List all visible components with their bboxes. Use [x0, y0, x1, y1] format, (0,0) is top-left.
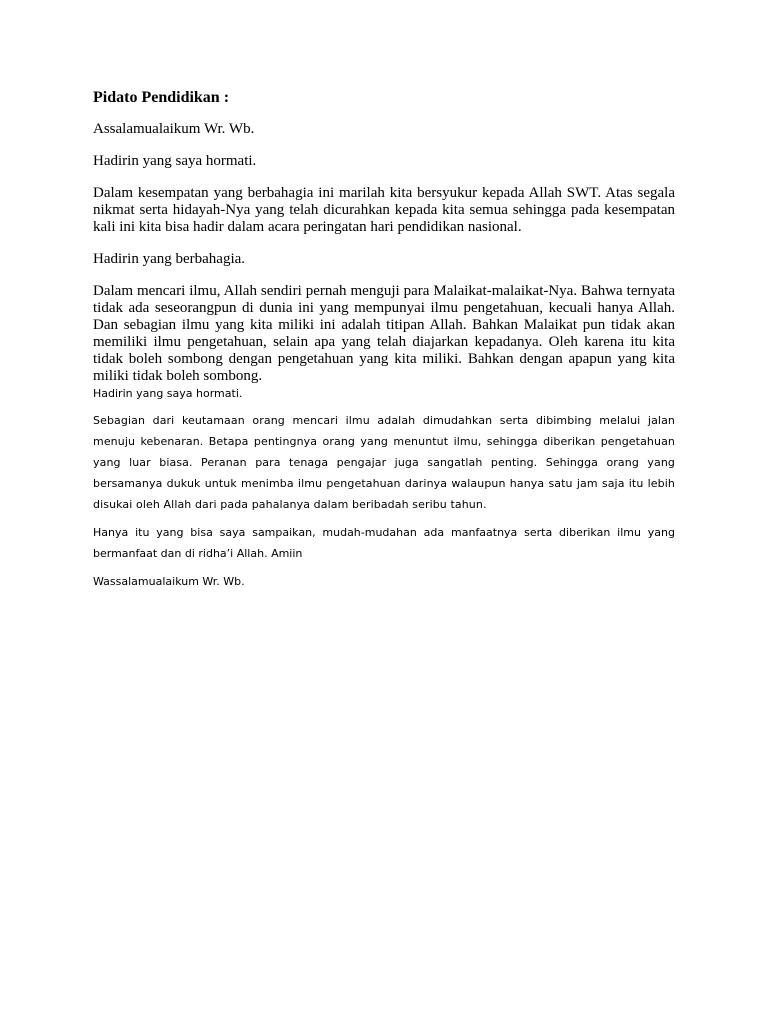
paragraph-1: Dalam kesempatan yang berbahagia ini marilah kita bersyukur kepada Allah SWT. Atas segala nikmat serta hidayah-Nya yang telah dicurahkan kepada kita semua sehingga pada kesempatan kali ini kita bisa hadir dalam acara peringatan hari pendidikan nasional. — [93, 185, 675, 235]
greeting: Assalamualaikum Wr. Wb. — [93, 121, 255, 137]
closing-line: Wassalamualaikum Wr. Wb. — [93, 575, 245, 588]
document-title: Pidato Pendidikan : — [93, 89, 230, 106]
address-line-1: Hadirin yang saya hormati. — [93, 153, 257, 169]
paragraph-3: Sebagian dari keutamaan orang mencari ilmu adalah dimudahkan serta dibimbing melalui jalan menuju kebenaran. Betapa pentingnya orang yang menuntut ilmu, sehingga diberikan pengetahuan yang luar biasa. Peranan para tenaga pengajar juga sangatlah penting. Sehingga orang yang bersamanya dukuk untuk menimba ilmu pengetahuan darinya walaupun hanya satu jam saja itu lebih disukai oleh Allah dari pada pahalanya dalam beribadah seribu tahun. — [93, 414, 675, 511]
address-line-3: Hadirin yang saya hormati. — [93, 387, 243, 400]
paragraph-4: Hanya itu yang bisa saya sampaikan, mudah-mudahan ada manfaatnya serta diberikan ilmu yang bermanfaat dan di ridha’i Allah. Amiin — [93, 526, 675, 560]
document-body — [93, 88, 675, 590]
paragraph-2: Dalam mencari ilmu, Allah sendiri pernah menguji para Malaikat-malaikat-Nya. Bahwa ternyata tidak ada seseorangpun di dunia ini yang mempunyai ilmu pengetahuan, kecuali hanya Allah. Dan sebagian ilmu yang kita miliki ini adalah titipan Allah. Bahkan Malaikat pun tidak akan memiliki ilmu pengetahuan, selain apa yang telah diajarkan kepadanya. Oleh karena itu kita tidak boleh sombong dengan pengetahuan yang kita miliki. Bahkan dengan apapun yang kita miliki tidak boleh sombong. — [93, 283, 675, 384]
address-line-2: Hadirin yang berbahagia. — [93, 251, 246, 267]
